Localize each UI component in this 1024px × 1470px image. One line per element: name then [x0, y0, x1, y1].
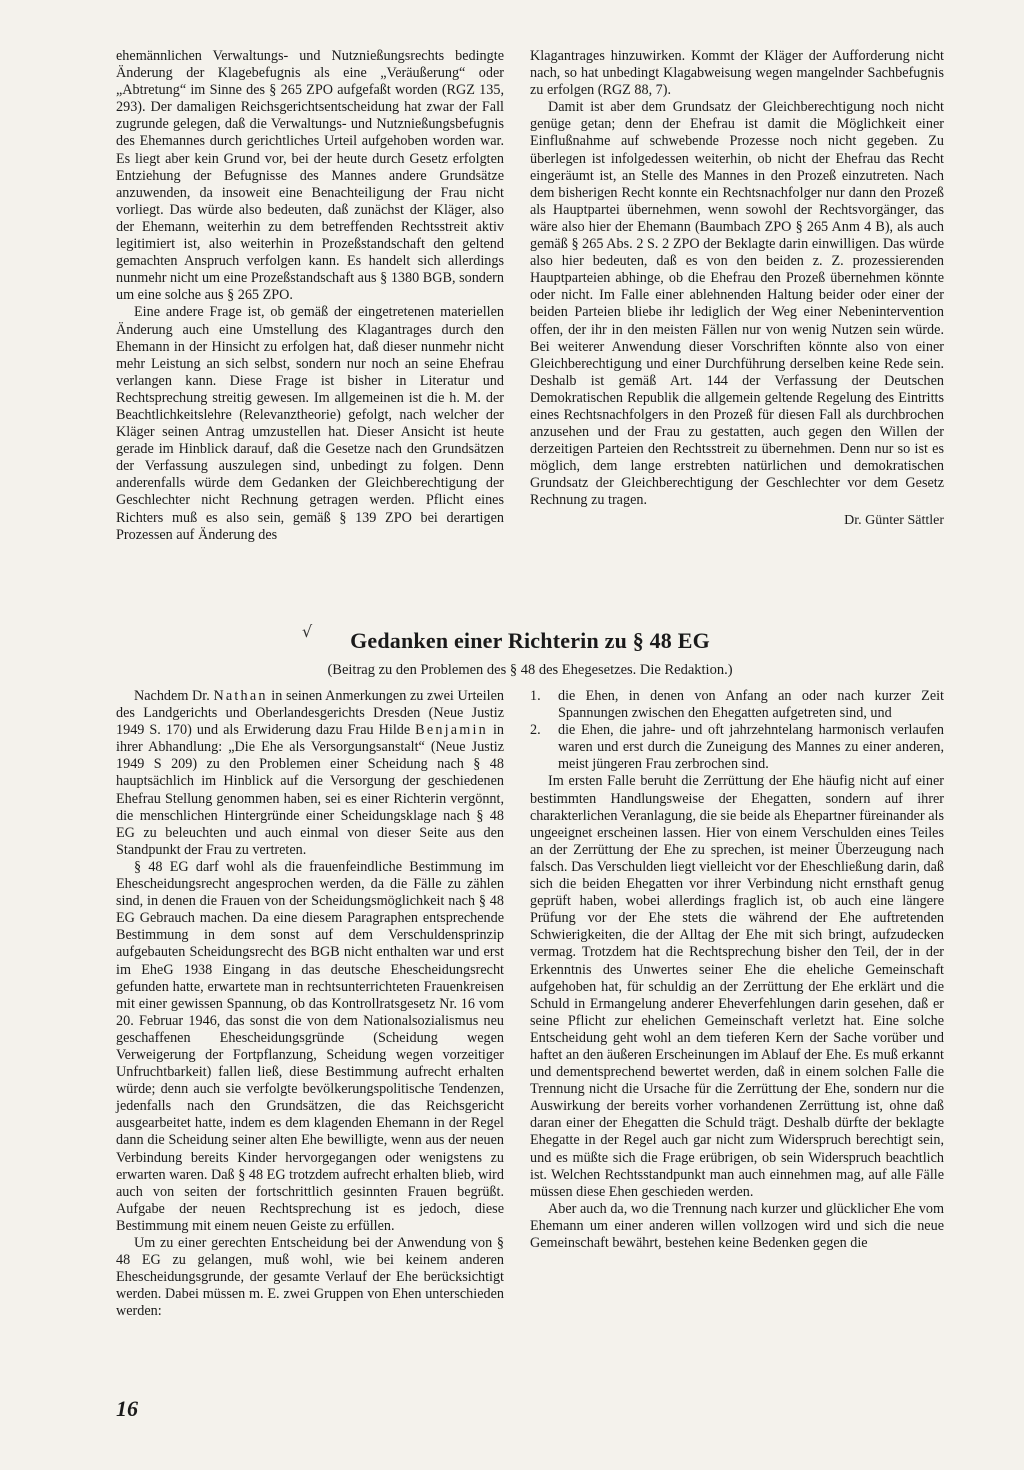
article-heading [116, 622, 944, 679]
author-name-nathan: Nathan [213, 688, 268, 704]
page-number: 16 [116, 1396, 138, 1421]
article-subtitle: (Beitrag zu den Problemen des § 48 des Ehegesetzes. Die Redaktion.) [327, 662, 733, 678]
previous-article-right-column [530, 48, 944, 529]
article-title: Gedanken einer Richterin zu § 48 EG [350, 628, 710, 653]
previous-article-left-column [116, 48, 504, 544]
check-mark-icon: √ [302, 622, 313, 641]
paragraph: Eine andere Frage ist, ob gemäß der eingetretenen materiellen Änderung auch eine Umstellung des Klagantrages durch den Ehemann in der Hinsicht zu erfolgen hat, daß dieser nunmehr nicht mehr Leistung an sich selbst, sondern nur noch an seine Ehefrau verlangen kann. Diese Frage ist bisher in Literatur und Rechtsprechung streitig gewesen. Im allgemeinen ist die h. M. der Beachtlichkeitslehre (Relevanztheorie) gefolgt, nach welcher der Kläger seinen Antrag umzustellen hat. Dieser Ansicht ist heute gerade im Hinblick darauf, daß die Gesetze nach den Grundsätzen der Verfassung auszulegen sind, unbedingt zu folgen. Denn anderenfalls würde dem Gedanken der Gleichberechtigung der Geschlechter nicht Rechnung getragen werden. Pflicht eines Richters muß es also sein, gemäß § 139 ZPO bei derartigen Prozessen auf Änderung des [116, 304, 504, 543]
paragraph: Aber auch da, wo die Trennung nach kurzer und glücklicher Ehe vom Ehemann um einer anderen willen vollzogen wird und sich die neue Gemeinschaft bewährt, bestehen keine Bedenken gegen die [530, 1200, 944, 1251]
author-signature: Dr. Günter Sättler [844, 512, 944, 528]
paragraph: ehemännlichen Verwaltungs- und Nutznießungsrechts bedingte Änderung der Klagebefugnis als eine „Veräußerung“ oder „Abtretung“ im Sinne des § 265 ZPO aufgefaßt worden (RGZ 135, 293). Der damaligen Reichsgerichtsentscheidung hat zwar der Fall zugrunde gelegen, daß die Verwaltungs- und Nutznießungsbefugnis des Ehemannes durch gerichtliches Urteil aufgehoben worden war. Es liegt aber kein Grund vor, bei der heute durch Gesetz erfolgten Entziehung der Befugnisse des Mannes andere Grundsätze anzuwenden, da insoweit eine Benachteiligung der Frau nicht vorliegt. Das würde also bedeuten, daß zunächst der Kläger, also der Ehemann, weiterhin zu dem betreffenden Rechtsstreit aktiv legitimiert ist, also weiterhin in Prozeßstandschaft den geltend gemachten Anspruch verfolgen kann. Es handelt sich allerdings nunmehr nicht um eine Prozeßstandschaft aus § 1380 BGB, sondern um eine solche aus § 265 ZPO. [116, 48, 504, 304]
paragraph: § 48 EG darf wohl als die frauenfeindliche Bestimmung im Ehescheidungsrecht angesprochen werden, da die Fälle zu zählen sind, in denen die Frauen von der Scheidungsmöglichkeit nach § 48 EG Gebrauch machen. Da eine diesem Paragraphen entsprechende Bestimmung in dem sonst auf dem Verschuldensprinzip aufgebauten Scheidungsrecht des BGB nicht enthalten war und erst im EheG 1938 Eingang in das deutsche Ehescheidungsrecht gefunden hatte, erwartete man in rechtsunterrichteten Frauenkreisen mit einer gewissen Spannung, ob das Kontrollratsgesetz Nr. 16 vom 20. Februar 1946, das sonst die von dem Nationalsozialismus neu geschaffenen Ehescheidungsgründe (Scheidung wegen Verweigerung der Fortpflanzung, Scheidung wegen vorzeitiger Unfruchtbarkeit) fallen ließ, diese Bestimmung aufrecht erhalten würde; denn auch sie verfolgte bevölkerungspolitische Tendenzen, jedenfalls nach den Grundsätzen, die das Reichsgericht ausgearbeitet hatte, indem es dem klagenden Ehemann in der Regel dann die Scheidung seiner alten Ehe bewilligte, wenn aus der neuen Verbindung bereits Kinder hervorgegangen oder wenigstens zu erwarten waren. Daß § 48 EG trotzdem aufrecht erhalten blieb, wird auch von seiten der fortschrittlich gesinnten Frauen begrüßt. Aufgabe der neuen Rechtsprechung ist es jedoch, diese Bestimmung mit einem neuen Geiste zu erfüllen. [116, 858, 504, 1234]
paragraph: Um zu einer gerechten Entscheidung bei der Anwendung von § 48 EG zu gelangen, muß wohl, wie bei keinem anderen Ehescheidungsgrunde, der gesamte Verlauf der Ehe berücksichtigt werden. Dabei müssen m. E. zwei Gruppen von Ehen unterschieden werden: [116, 1235, 504, 1320]
author-name-benjamin: Benjamin [415, 722, 488, 739]
paragraph: Klagantrages hinzuwirken. Kommt der Kläger der Aufforderung nicht nach, so hat unbedingt Klagabweisung wegen mangelnder Sachbefugnis zu erfolgen (RGZ 88, 7). [530, 48, 944, 99]
article-right-column [530, 688, 944, 1252]
list-item: 1. die Ehen, in denen von Anfang an oder nach kurzer Zeit Spannungen zwischen den Ehegatten aufgetreten sind, und [530, 688, 944, 722]
intro-paragraph: Nachdem Dr. Nathan in seinen Anmerkungen zu zwei Urteilen des Landgerichts und Oberlandesgerichts Dresden (Neue Justiz 1949 S. 170) und als Erwiderung dazu Frau Hilde Benjamin in ihrer Abhandlung: „Die Ehe als Versorgungsanstalt“ (Neue Justiz 1949 S 209) zu den Problemen einer Scheidung nach § 48 hauptsächlich im Hinblick auf die Versorgung der geschiedenen Ehefrau Stellung genommen haben, sei es einer Richterin vergönnt, die menschlichen Hintergründe einer Scheidungsklage nach § 48 EG zu beleuchten und auch einmal von dieser Seite aus den Standpunkt der Frau zu vertreten. [116, 688, 504, 858]
paragraph: Damit ist aber dem Grundsatz der Gleichberechtigung noch nicht genüge getan; denn der Ehefrau ist damit die Möglichkeit einer Einflußnahme auf schwebende Prozesse noch nicht gegeben. Zu überlegen ist infolgedessen weiterhin, ob nicht der Ehefrau das Recht eingeräumt ist, an Stelle des Mannes in den Prozeß einzutreten. Nach dem bisherigen Recht konnte ein Rechtsnachfolger nur dann den Prozeß als Hauptpartei übernehmen, wenn sowohl der Rechtsvorgänger, das wäre also hier der Ehemann (Baumbach ZPO § 265 Anm 4 B), als auch gemäß § 265 Abs. 2 S. 2 ZPO der Beklagte darin einwilligen. Das würde also hier bedeuten, daß es von den beiden z. Z. prozessierenden Hauptparteien abhinge, ob die Ehefrau den Prozeß übernehmen könnte oder nicht. Im Falle einer ablehnenden Haltung beider oder einer der beiden Parteien bliebe ihr lediglich der Weg einer Nebenintervention offen, der ihr in den meisten Fällen nur von wenig Nutzen sein würde. Bei weiterer Anwendung dieser Vorschriften könnte also von einer Gleichberechtigung und einer Durchführung derselben keine Rede sein. Deshalb ist gemäß Art. 144 der Verfassung der Deutschen Demokratischen Republik die allgemein geltende Regelung des Eintritts eines Rechtsnachfolgers in den Prozeß für diesen Fall als durchbrochen anzusehen und der Frau zu gestatten, auch gegen den Willen der derzeitigen Parteien den Rechtsstreit zu übernehmen. Denn nur so ist es möglich, dem lange erstrebten natürlichen und demokratischen Grundsatz der Gleichberechtigung der Geschlechter vor dem Gesetz Rechnung zu tragen. [530, 99, 944, 509]
list-item: 2. die Ehen, die jahre- und oft jahrzehntelang harmonisch verlaufen waren und erst durch die Zuneigung des Mannes zu einer anderen, meist jüngeren Frau zerbrochen sind. [530, 722, 944, 773]
marriage-groups-list [530, 688, 944, 773]
paragraph: Im ersten Falle beruht die Zerrüttung der Ehe häufig nicht auf einer bestimmten Handlungsweise der Ehegatten, sondern auf ihrer charakterlichen Veranlagung, die sie beide als Ehepartner füreinander als ungeeignet erscheinen lassen. Hier von einem Verschulden eines Teiles an der Zerrüttung der Ehe zu sprechen, ist meiner Überzeugung nach falsch. Das Verschulden liegt vielleicht vor der Eheschließung darin, daß sich die beiden Ehegatten vor ihrer Verbindung nicht ernsthaft genug geprüft haben, wobei allerdings fraglich ist, ob auch eine längere Prüfung vor der Ehe stets die während der Ehe auftretenden Schwierigkeiten, die der Alltag der Ehe mit sich bringt, aufzudecken vermag. Trotzdem hat die Rechtsprechung bisher den Teil, der in der Erkenntnis des Unwertes seiner Ehe die eheliche Gemeinschaft aufgehoben hat, für schuldig an der Zerrüttung der Ehe erklärt und die Schuld in Ermangelung anderer Eheverfehlungen darin gesehen, daß er seine Pflicht zur ehelichen Gemeinschaft verletzt hat. Eine solche Entscheidung geht wohl an dem tieferen Kern der Sache vorüber und haftet an den äußeren Erscheinungen im Ablauf der Ehe. Es muß erkannt und dementsprechend bewertet werden, daß in einem solchen Falle die Trennung nicht die Ursache für die Zerrüttung der Ehe, sondern nur die Auswirkung der bereits vorher vorhandenen Zerrüttung ist, ohne daß daran einer der Ehegatten die Schuld trägt. Deshalb dürfte der beklagte Ehegatte in der Regel auch gar nicht zum Widerspruch berechtigt sein, und es müßte sich die Frage erübrigen, ob sein Widerspruch beachtlich ist. Welchen Rechtsstandpunkt man auch einnehmen mag, auf alle Fälle müssen diese Ehen geschieden werden. [530, 773, 944, 1200]
article-left-column [116, 688, 504, 1320]
